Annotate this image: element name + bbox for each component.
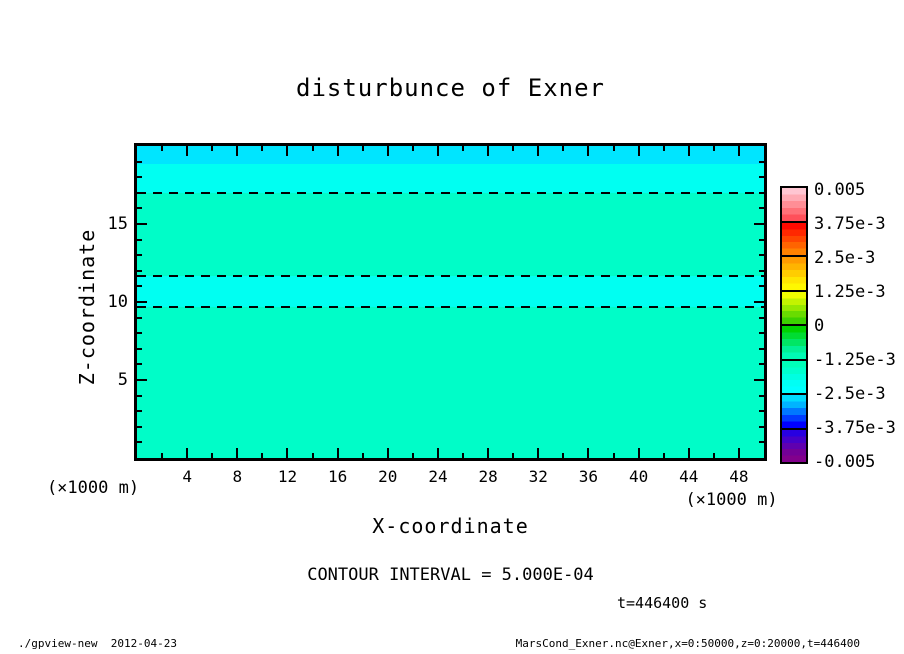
colorbar-segment xyxy=(782,359,806,394)
y-minor-tick xyxy=(137,410,142,412)
footer-source: MarsCond_Exner.nc@Exner,x=0:50000,z=0:20000,t=446400 xyxy=(515,637,860,650)
x-minor-tick xyxy=(312,146,314,151)
colorbar-tick-label: -3.75e-3 xyxy=(814,418,896,438)
x-major-tick xyxy=(688,448,690,458)
x-tick-label: 12 xyxy=(277,467,298,486)
x-minor-tick xyxy=(462,453,464,458)
y-minor-tick xyxy=(137,348,142,350)
x-minor-tick xyxy=(613,453,615,458)
x-tick-label: 40 xyxy=(628,467,649,486)
x-major-tick xyxy=(286,448,288,458)
x-minor-tick xyxy=(663,453,665,458)
x-tick-label: 32 xyxy=(528,467,548,486)
fill-band xyxy=(137,193,764,276)
colorbar-segment xyxy=(782,255,806,290)
x-minor-tick xyxy=(713,453,715,458)
x-major-tick xyxy=(537,146,539,156)
x-tick-label: 48 xyxy=(729,467,749,486)
y-minor-tick xyxy=(759,395,764,397)
x-tick-label: 44 xyxy=(679,467,699,486)
x-minor-tick xyxy=(462,146,464,151)
contour-interval-note: CONTOUR INTERVAL = 5.000E-04 xyxy=(307,565,594,585)
y-minor-tick xyxy=(137,254,142,256)
x-major-tick xyxy=(487,448,489,458)
y-major-tick xyxy=(754,223,764,225)
x-minor-tick xyxy=(161,146,163,151)
x-minor-tick xyxy=(211,146,213,151)
x-minor-tick xyxy=(512,146,514,151)
y-minor-tick xyxy=(759,348,764,350)
colorbar-segment xyxy=(782,221,806,256)
x-major-tick xyxy=(638,146,640,156)
colorbar-segment xyxy=(782,188,806,221)
y-minor-tick xyxy=(137,207,142,209)
x-minor-tick xyxy=(713,146,715,151)
x-minor-tick xyxy=(211,453,213,458)
y-minor-tick xyxy=(759,239,764,241)
y-minor-tick xyxy=(759,332,764,334)
fill-band xyxy=(137,164,764,193)
colorbar-tick-label: 2.5e-3 xyxy=(814,248,876,268)
fill-band xyxy=(137,146,764,164)
x-minor-tick xyxy=(412,453,414,458)
colorbar-tick-label: -0.005 xyxy=(814,452,876,472)
y-minor-tick xyxy=(137,426,142,428)
x-minor-tick xyxy=(663,146,665,151)
y-minor-tick xyxy=(759,207,764,209)
y-minor-tick xyxy=(137,239,142,241)
y-minor-tick xyxy=(759,285,764,287)
y-minor-tick xyxy=(759,363,764,365)
x-major-tick xyxy=(537,448,539,458)
colorbar-tick-label: -2.5e-3 xyxy=(814,384,886,404)
x-tick-label: 4 xyxy=(182,467,192,486)
x-minor-tick xyxy=(261,146,263,151)
y-major-tick xyxy=(137,379,147,381)
y-minor-tick xyxy=(759,441,764,443)
footer-command: ./gpview-new 2012-04-23 xyxy=(18,637,177,650)
x-major-tick xyxy=(487,146,489,156)
colorbar-tick-label: 0 xyxy=(814,316,825,336)
x-major-tick xyxy=(186,146,188,156)
contour-line-dashed xyxy=(137,306,764,308)
x-minor-tick xyxy=(512,453,514,458)
x-tick-label: 20 xyxy=(378,467,398,486)
x-minor-tick xyxy=(613,146,615,151)
figure-title: disturbunce of Exner xyxy=(296,74,605,102)
x-major-tick xyxy=(638,448,640,458)
y-minor-tick xyxy=(137,285,142,287)
x-axis-title: X-coordinate xyxy=(372,514,529,538)
colorbar-segment xyxy=(782,428,806,463)
x-major-tick xyxy=(236,448,238,458)
x-major-tick xyxy=(437,146,439,156)
fill-band xyxy=(137,276,764,306)
x-major-tick xyxy=(738,146,740,156)
colorbar-segment xyxy=(782,393,806,428)
y-tick-label: 10 xyxy=(107,292,128,312)
y-tick-label: 5 xyxy=(117,370,128,390)
y-major-tick xyxy=(754,379,764,381)
y-axis-title: Z-coordinate xyxy=(75,228,99,386)
colorbar-tick-label: 3.75e-3 xyxy=(814,214,886,234)
y-minor-tick xyxy=(137,332,142,334)
y-minor-tick xyxy=(137,441,142,443)
x-minor-tick xyxy=(261,453,263,458)
y-minor-tick xyxy=(759,161,764,163)
y-minor-tick xyxy=(759,254,764,256)
x-major-tick xyxy=(688,146,690,156)
x-major-tick xyxy=(186,448,188,458)
y-minor-tick xyxy=(137,317,142,319)
x-major-tick xyxy=(236,146,238,156)
x-major-tick xyxy=(337,448,339,458)
x-minor-tick xyxy=(161,453,163,458)
x-major-tick xyxy=(337,146,339,156)
x-tick-label: 8 xyxy=(232,467,243,486)
x-axis-unit-label: (×1000 m) xyxy=(685,490,778,510)
timestamp: t=446400 s xyxy=(617,594,708,612)
x-major-tick xyxy=(587,146,589,156)
x-minor-tick xyxy=(312,453,314,458)
colorbar xyxy=(780,186,808,464)
y-minor-tick xyxy=(137,270,142,272)
x-tick-label: 36 xyxy=(578,467,599,486)
y-major-tick xyxy=(137,223,147,225)
y-axis-unit-label: (×1000 m) xyxy=(46,478,140,498)
x-minor-tick xyxy=(362,453,364,458)
y-minor-tick xyxy=(137,395,142,397)
colorbar-segment xyxy=(782,290,806,325)
x-major-tick xyxy=(437,448,439,458)
contour-line-dashed xyxy=(137,275,764,277)
y-minor-tick xyxy=(759,176,764,178)
x-major-tick xyxy=(738,448,740,458)
x-major-tick xyxy=(387,146,389,156)
x-major-tick xyxy=(387,448,389,458)
y-minor-tick xyxy=(137,363,142,365)
y-minor-tick xyxy=(759,270,764,272)
fill-band xyxy=(137,307,764,458)
x-major-tick xyxy=(286,146,288,156)
y-minor-tick xyxy=(137,192,142,194)
x-minor-tick xyxy=(362,146,364,151)
x-tick-label: 16 xyxy=(327,467,348,486)
x-minor-tick xyxy=(562,146,564,151)
x-major-tick xyxy=(587,448,589,458)
y-tick-label: 15 xyxy=(107,214,128,234)
x-minor-tick xyxy=(412,146,414,151)
y-minor-tick xyxy=(759,192,764,194)
y-minor-tick xyxy=(137,176,142,178)
plot-area xyxy=(134,143,767,461)
colorbar-tick-label: 0.005 xyxy=(814,180,866,200)
colorbar-tick-label: 1.25e-3 xyxy=(814,282,886,302)
x-tick-label: 28 xyxy=(478,467,498,486)
contour-line-dashed xyxy=(137,192,764,194)
y-major-tick xyxy=(754,301,764,303)
y-minor-tick xyxy=(137,161,142,163)
y-major-tick xyxy=(137,301,147,303)
colorbar-tick-label: -1.25e-3 xyxy=(814,350,896,370)
y-minor-tick xyxy=(759,317,764,319)
x-tick-label: 24 xyxy=(428,467,448,486)
colorbar-segment xyxy=(782,324,806,359)
y-minor-tick xyxy=(759,426,764,428)
x-minor-tick xyxy=(562,453,564,458)
y-minor-tick xyxy=(759,410,764,412)
